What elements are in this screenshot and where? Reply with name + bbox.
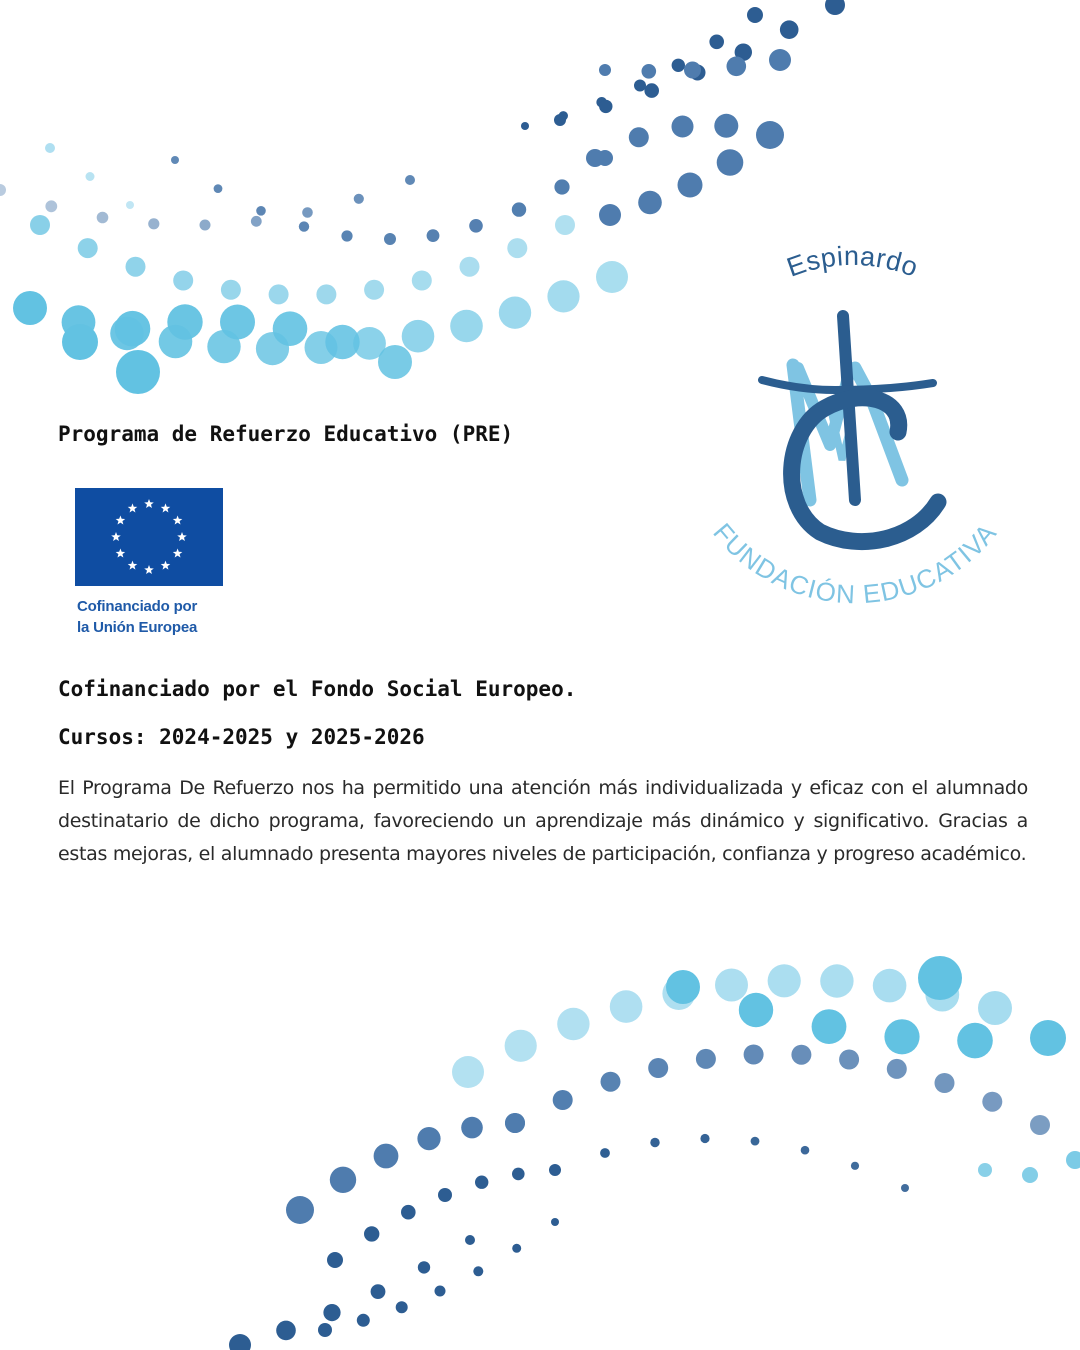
decorative-dot (318, 1323, 332, 1337)
decorative-dot (374, 1144, 399, 1169)
decorative-dot (553, 1090, 573, 1110)
cofinanced-statement: Cofinanciado por el Fondo Social Europeo. (58, 677, 577, 701)
decorative-dot (780, 20, 799, 39)
decorative-dot (629, 127, 649, 147)
decorative-dot (715, 969, 748, 1002)
decorative-dot (452, 1056, 484, 1088)
decorative-dot (384, 233, 396, 245)
decorative-dot (700, 1134, 709, 1143)
decorative-dot (116, 350, 160, 394)
decorative-dot (901, 1184, 909, 1192)
decorative-dot (884, 1019, 919, 1054)
decorative-dot (341, 230, 352, 241)
decorative-dot (214, 184, 223, 193)
decorative-dot (1066, 1151, 1080, 1169)
decorative-dot (78, 238, 98, 258)
decorative-dot (435, 1286, 446, 1297)
decorative-dot (550, 1165, 560, 1175)
decorative-dot (714, 114, 738, 138)
decorative-dot (957, 1023, 993, 1059)
courses-line: Cursos: 2024-2025 y 2025-2026 (58, 725, 425, 749)
program-description: El Programa De Refuerzo nos ha permitido una atención más individualizada y eficaz con el alumnado destinatario de dicho programa, favoreciendo un aprendizaje más dinámico y significativo. Gracias a estas mejoras, el alumnado presenta mayores niveles de participación, confianza y progreso académico. (58, 777, 1028, 865)
decorative-dot (251, 216, 262, 227)
decorative-dot (412, 271, 432, 291)
decorative-dot (229, 1334, 251, 1350)
decorative-dot (126, 201, 134, 209)
decorative-dot (171, 156, 179, 164)
decorative-dot (751, 1137, 760, 1146)
monogram-icon (762, 316, 938, 542)
decorative-dot (460, 257, 480, 277)
decorative-dot (596, 261, 628, 293)
decorative-dot (45, 143, 55, 153)
decorative-dot (273, 311, 308, 346)
decorative-dot (0, 184, 6, 196)
decorative-dot (601, 1072, 621, 1092)
decorative-dot (747, 7, 763, 23)
decorative-dot (768, 964, 801, 997)
decorative-dot (644, 83, 659, 98)
decorative-dot (599, 204, 621, 226)
decorative-dot (512, 202, 526, 216)
decorative-dot (473, 1266, 483, 1276)
decorative-dot (873, 969, 907, 1003)
decorative-dot (126, 257, 146, 277)
decorative-dot (820, 964, 853, 997)
decorative-dot (256, 206, 266, 216)
decorative-dot (327, 1252, 343, 1268)
decorative-dot (599, 64, 611, 76)
decorative-dot (427, 229, 440, 242)
decorative-dot (499, 297, 531, 329)
decorative-dot (648, 1058, 668, 1078)
decorative-dot (418, 1261, 430, 1273)
decorative-dot (717, 149, 744, 176)
decorative-dot (727, 57, 747, 77)
decorative-dot (887, 1059, 907, 1079)
decorative-dot (354, 194, 364, 204)
decorative-dot (401, 1205, 416, 1220)
decorative-dot (696, 1049, 716, 1069)
decorative-dot (978, 991, 1012, 1025)
program-title: Programa de Refuerzo Educativo (PRE) (58, 422, 514, 446)
decorative-dot (554, 114, 566, 126)
decorative-dot (200, 220, 211, 231)
decorative-dot (450, 310, 483, 343)
decorative-dot (586, 149, 604, 167)
decorative-dot (507, 238, 527, 258)
decorative-dot (555, 215, 575, 235)
logo-top-text: Espinardo (782, 240, 923, 283)
decorative-dot (554, 179, 569, 194)
decorative-dot (1030, 1020, 1066, 1056)
eu-caption-line1: Cofinanciado por (77, 598, 198, 615)
decorative-dot (276, 1321, 296, 1341)
decorative-dot (364, 1226, 379, 1241)
decorative-dot (405, 175, 415, 185)
decorative-dot (461, 1117, 483, 1139)
decorative-dot (316, 284, 336, 304)
decorative-dot (791, 1045, 811, 1065)
decorative-dot (982, 1092, 1002, 1112)
decorative-dot (1022, 1167, 1038, 1183)
decorative-dot (30, 215, 50, 235)
decorative-dot (325, 325, 359, 359)
decorative-dot (756, 121, 784, 149)
decorative-dot (148, 218, 159, 229)
logo-bottom-text: FUNDACIÓN EDUCATIVA (707, 517, 1003, 610)
decorative-dot (551, 1218, 559, 1226)
decorative-dot (286, 1196, 314, 1224)
decorative-dot (505, 1030, 537, 1062)
decorative-dot (672, 116, 694, 138)
decorative-dot (220, 305, 255, 340)
eu-cofinanced-logo (75, 488, 225, 638)
decorative-dot (739, 993, 773, 1027)
decorative-dot (978, 1163, 992, 1177)
decorative-dot (521, 122, 529, 130)
decorative-dot (438, 1188, 452, 1202)
decorative-dot (610, 990, 643, 1023)
decorative-dot (512, 1244, 521, 1253)
decorative-dot (396, 1301, 408, 1313)
decorative-dot (634, 80, 646, 92)
decorative-dot (469, 219, 483, 233)
decorative-dot (557, 1008, 589, 1040)
decorative-dot (666, 970, 700, 1004)
decorative-dot (97, 212, 109, 224)
decorative-dot (642, 64, 657, 79)
decorative-dot (475, 1176, 488, 1189)
decorative-dot (378, 345, 412, 379)
decorative-dot (417, 1127, 440, 1150)
decorative-dot (357, 1314, 370, 1327)
decorative-dot (371, 1284, 386, 1299)
decorative-dot (744, 1045, 764, 1065)
decorative-dot (269, 284, 289, 304)
decorative-dot (299, 221, 309, 231)
decorative-dot (935, 1073, 955, 1093)
decorative-dot (918, 956, 962, 1000)
decorative-dot (600, 1148, 610, 1158)
decorative-dot (62, 324, 98, 360)
eu-flag-icon (75, 488, 223, 586)
decorative-dot (302, 207, 313, 218)
decorative-dot (512, 1168, 525, 1181)
eu-caption-line2: la Unión Europea (77, 619, 198, 636)
fundacion-educativa-logo (690, 240, 1020, 620)
decorative-dot (465, 1235, 475, 1245)
decorative-dot (839, 1050, 859, 1070)
decorative-dot (650, 1138, 659, 1147)
decorative-dot (678, 173, 703, 198)
decorative-dot (599, 100, 612, 113)
decorative-dot (173, 271, 193, 291)
decorative-dot (1030, 1115, 1050, 1135)
decorative-dot (505, 1113, 525, 1133)
decorative-dot (115, 311, 151, 347)
decorative-dot (801, 1146, 810, 1155)
decorative-dot (812, 1009, 847, 1044)
decorative-dot (45, 200, 57, 212)
decorative-dot (672, 59, 685, 72)
decorative-dot (323, 1304, 340, 1321)
decorative-dot (684, 62, 701, 79)
decorative-dot (221, 280, 241, 300)
decorative-dot (330, 1167, 356, 1193)
decorative-dot (638, 191, 662, 215)
decorative-dot (364, 280, 384, 300)
decorative-dot (86, 172, 95, 181)
decorative-dot (769, 49, 791, 71)
decorative-dot (825, 0, 845, 15)
decorative-dot (402, 320, 435, 353)
decorative-dot (13, 291, 47, 325)
decorative-dot (547, 280, 579, 312)
decorative-dot (709, 35, 724, 50)
decorative-dot (851, 1162, 859, 1170)
decorative-dot (167, 304, 202, 339)
